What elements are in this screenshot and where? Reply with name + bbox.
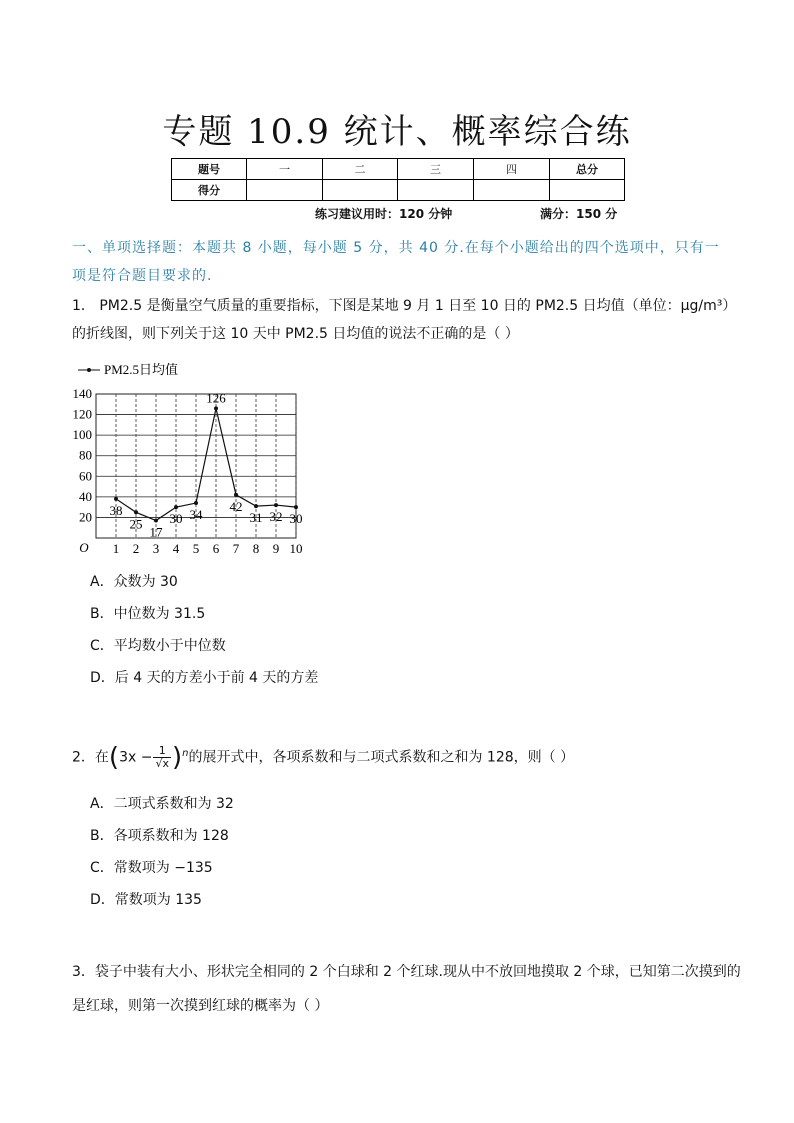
x-tick-label: 8 bbox=[252, 541, 260, 556]
x-tick-label: 2 bbox=[132, 541, 140, 556]
page-title: 专题 10.9 统计、概率综合练 bbox=[162, 112, 632, 152]
suggested-time: 练习建议用时：120 分钟 bbox=[315, 207, 453, 221]
q2-exponent: n bbox=[182, 748, 189, 759]
legend-label: PM2.5日均值 bbox=[104, 362, 179, 377]
q2-option-c[interactable]: C．常数项为 −135 bbox=[90, 860, 213, 876]
data-point bbox=[114, 497, 118, 501]
data-label: 25 bbox=[129, 516, 143, 532]
q1-option-d[interactable]: D．后 4 天的方差小于前 4 天的方差 bbox=[90, 670, 319, 686]
data-point bbox=[234, 493, 238, 497]
score-header-cell: 四 bbox=[474, 159, 550, 180]
score-cell[interactable] bbox=[474, 180, 550, 201]
q2-expr: 3x − bbox=[119, 749, 153, 766]
y-tick-label: 60 bbox=[79, 468, 92, 484]
q2-option-a[interactable]: A．二项式系数和为 32 bbox=[90, 796, 234, 812]
close-paren: ) bbox=[171, 742, 183, 773]
q2-frac-num: 1 bbox=[153, 745, 171, 758]
data-point bbox=[274, 503, 278, 507]
score-header-cell: 二 bbox=[323, 159, 398, 180]
score-header-cell: 题号 bbox=[172, 159, 247, 180]
score-row-label: 得分 bbox=[172, 180, 247, 201]
section-heading: 一、单项选择题：本题共 8 小题，每小题 5 分，共 40 分.在每个小题给出的四个选项中，只有一项是符合题目要求的. bbox=[72, 240, 720, 284]
q1-option-c[interactable]: C．平均数小于中位数 bbox=[90, 638, 226, 654]
origin-label: O bbox=[79, 540, 89, 555]
x-tick-label: 7 bbox=[232, 541, 240, 556]
q2-option-d[interactable]: D．常数项为 135 bbox=[90, 892, 202, 908]
data-label: 34 bbox=[189, 507, 203, 523]
series-line bbox=[116, 408, 296, 523]
data-label: 17 bbox=[149, 524, 163, 540]
score-cell[interactable] bbox=[247, 180, 323, 201]
question-3-stem: 3．袋子中装有大小、形状完全相同的 2 个白球和 2 个红球.现从中不放回地摸取 2 个球，已知第二次摸到的是红球，则第一次摸到红球的概率为（ ） bbox=[72, 964, 741, 1014]
x-tick-label: 1 bbox=[112, 541, 120, 556]
q2-frac-den: √x bbox=[155, 757, 169, 771]
y-tick-label: 20 bbox=[79, 509, 92, 525]
q1-option-a[interactable]: A．众数为 30 bbox=[90, 574, 178, 590]
data-point bbox=[154, 519, 158, 523]
score-header-cell: 总分 bbox=[550, 159, 625, 180]
x-tick-label: 6 bbox=[212, 541, 220, 556]
score-table-header-row bbox=[172, 159, 625, 180]
q1-option-b[interactable]: B．中位数为 31.5 bbox=[90, 606, 206, 622]
data-label: 42 bbox=[229, 498, 243, 514]
y-tick-label: 100 bbox=[72, 427, 92, 443]
open-paren: ( bbox=[108, 742, 120, 773]
data-label: 30 bbox=[289, 511, 303, 527]
score-cell[interactable] bbox=[398, 180, 474, 201]
data-label: 32 bbox=[269, 509, 283, 525]
data-point bbox=[134, 510, 138, 514]
q2-fraction bbox=[153, 745, 171, 770]
data-point bbox=[194, 501, 198, 505]
data-label: 30 bbox=[169, 511, 183, 527]
data-point bbox=[254, 504, 258, 508]
score-table-row bbox=[172, 180, 625, 201]
score-cell[interactable] bbox=[323, 180, 398, 201]
y-tick-label: 120 bbox=[72, 406, 92, 422]
data-point bbox=[294, 505, 298, 509]
x-tick-label: 5 bbox=[192, 541, 200, 556]
data-label: 126 bbox=[206, 390, 226, 406]
x-tick-label: 10 bbox=[289, 541, 303, 556]
y-tick-label: 140 bbox=[72, 386, 92, 401]
score-table bbox=[171, 158, 625, 201]
q2-prefix: 2．在 bbox=[72, 749, 109, 766]
question-2-stem bbox=[72, 738, 742, 774]
x-tick-label: 9 bbox=[272, 541, 280, 556]
data-label: 31 bbox=[249, 510, 263, 526]
x-tick-label: 4 bbox=[172, 541, 180, 556]
score-cell[interactable] bbox=[550, 180, 625, 201]
score-header-cell: 一 bbox=[247, 159, 323, 180]
question-1-stem: 1． PM2.5 是衡量空气质量的重要指标，下图是某地 9 月 1 日至 10 日的 PM2.5 日均值（单位：μg/m³）的折线图，则下列关于这 10 天中 PM2.5 日均值的说法不正确的是（ ） bbox=[72, 298, 737, 342]
x-tick-label: 3 bbox=[152, 541, 160, 556]
data-point bbox=[214, 406, 218, 410]
y-tick-label: 40 bbox=[79, 488, 92, 504]
data-point bbox=[174, 505, 178, 509]
pm25-line-chart bbox=[60, 358, 310, 558]
data-label: 38 bbox=[109, 502, 123, 518]
q2-suffix: 的展开式中，各项系数和与二项式系数和之和为 128，则（ ） bbox=[188, 749, 575, 766]
full-score: 满分：150 分 bbox=[540, 207, 618, 221]
legend-marker bbox=[87, 368, 91, 372]
q2-option-b[interactable]: B．各项系数和为 128 bbox=[90, 828, 229, 844]
score-header-cell: 三 bbox=[398, 159, 474, 180]
y-tick-label: 80 bbox=[79, 447, 92, 463]
